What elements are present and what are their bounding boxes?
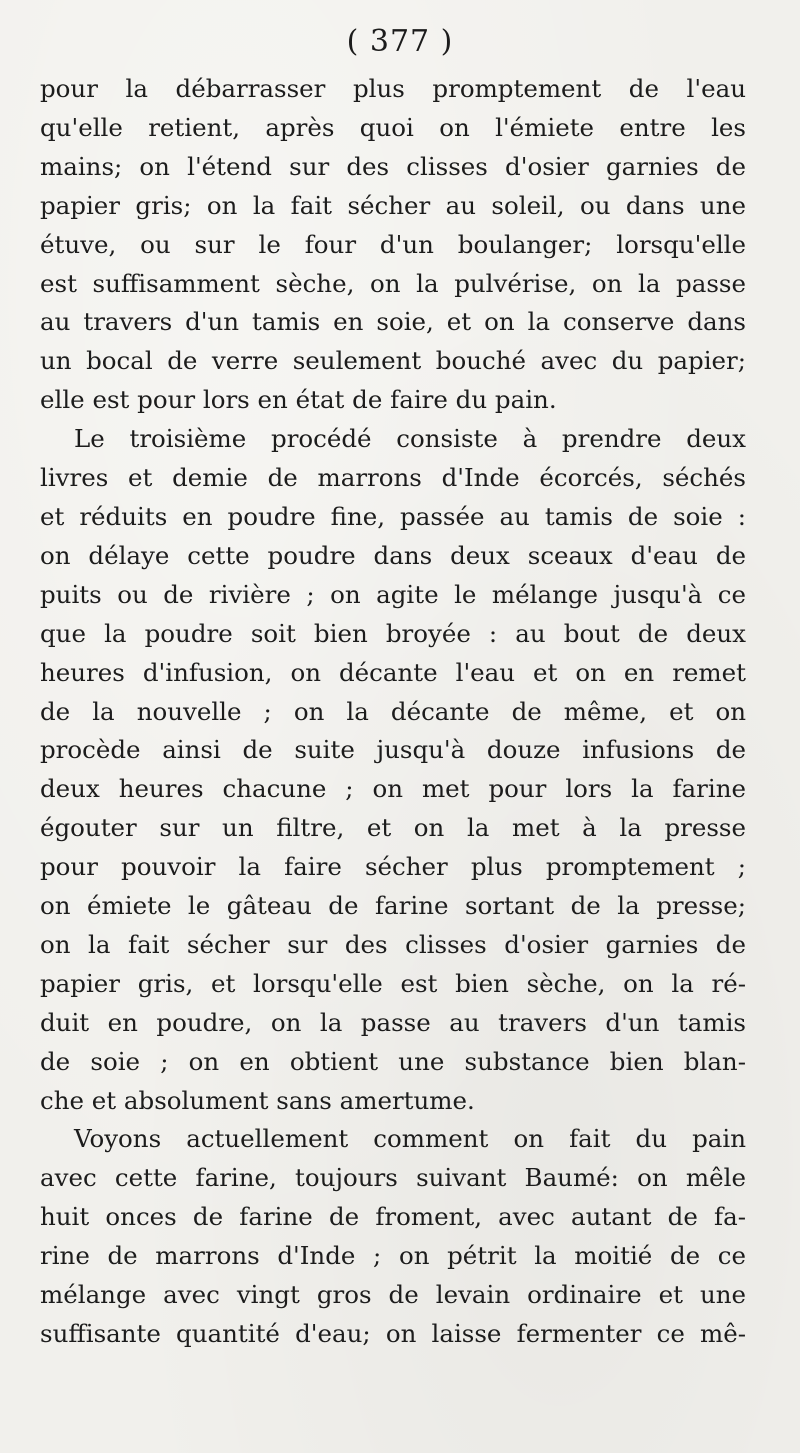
paragraph [40,1120,746,1353]
text-line: avec cette farine, toujours suivant Baumé: on mêle [40,1163,746,1193]
page-number: ( 377 ) [346,24,454,59]
paragraph [40,420,746,1120]
text-line: est suffisamment sèche, on la pulvérise, on la passe [40,268,746,298]
text-line: rine de marrons d'Inde ; on pétrit la moitié de ce [40,1241,746,1271]
text-line: on délaye cette poudre dans deux sceaux d'eau de [40,540,746,570]
text-line: papier gris, et lorsqu'elle est bien sèche, on la ré- [40,968,746,998]
text-line: pour la débarrasser plus promptement de l'eau [40,74,746,103]
text-line: duit en poudre, on la passe au travers d'un tamis [40,1007,746,1037]
text-line: étuve, ou sur le four d'un boulanger; lorsqu'elle [40,229,746,259]
text-line: on émiete le gâteau de farine sortant de la presse; [40,891,746,921]
text-line: huit onces de farine de froment, avec autant de fa- [40,1202,746,1232]
text-line: que la poudre soit bien broyée : au bout de deux [40,618,746,648]
text-line: Le troisième procédé consiste à prendre deux [74,424,746,454]
text-line: égouter sur un filtre, et on la met à la presse [40,813,746,843]
text-line: Voyons actuellement comment on fait du pain [74,1124,746,1154]
text-line: heures d'infusion, on décante l'eau et on en remet [40,657,746,687]
text-line: puits ou de rivière ; on agite le mélange jusqu'à ce [40,579,746,609]
text-line: mains; on l'étend sur des clisses d'osier garnies de [40,151,746,181]
text-line: de soie ; on en obtient une substance bien blan- [40,1046,746,1076]
text-line: che et absolument sans amertume. [40,1085,475,1115]
text-line: mélange avec vingt gros de levain ordinaire et une [40,1280,746,1310]
text-line: de la nouvelle ; on la décante de même, et on [40,696,746,726]
text-line: un bocal de verre seulement bouché avec du papier; [40,346,746,376]
text-line: livres et demie de marrons d'Inde écorcés, séchés [40,463,746,493]
text-line: deux heures chacune ; on met pour lors la farine [40,774,746,804]
text-line: et réduits en poudre fine, passée au tamis de soie : [40,501,746,531]
text-line: suffisante quantité d'eau; on laisse fermenter ce mê- [40,1319,746,1348]
text-line: au travers d'un tamis en soie, et on la conserve dans [40,307,746,337]
text-line: papier gris; on la fait sécher au soleil, ou dans une [40,190,746,220]
body-text [40,70,746,1354]
paragraph [40,70,746,420]
text-line: on la fait sécher sur des clisses d'osier garnies de [40,929,746,959]
text-line: pour pouvoir la faire sécher plus promptement ; [40,852,746,882]
text-line: qu'elle retient, après quoi on l'émiete entre les [40,112,746,142]
text-line: elle est pour lors en état de faire du pain. [40,385,557,415]
text-line: procède ainsi de suite jusqu'à douze infusions de [40,735,746,765]
